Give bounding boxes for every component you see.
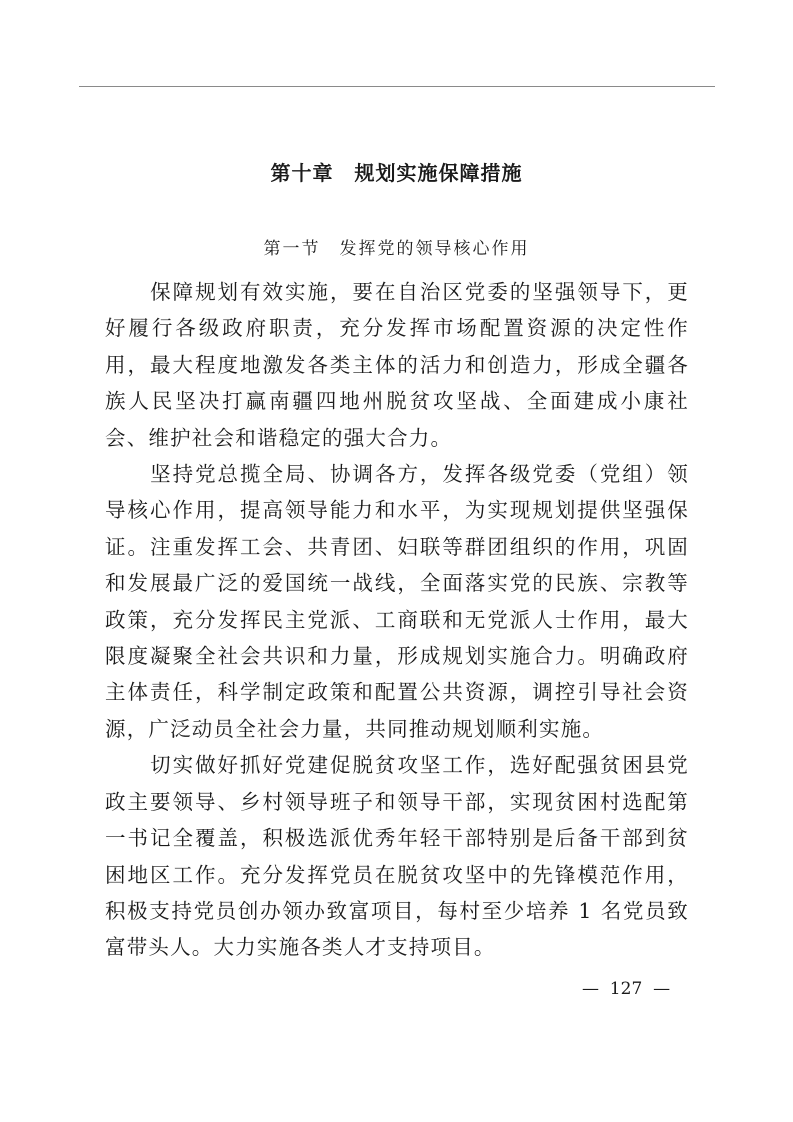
chapter-title: 第十章 规划实施保障措施 bbox=[270, 161, 523, 185]
paragraph: 切实做好抓好党建促脱贫攻坚工作，选好配强贫困县党政主要领导、乡村领导班子和领导干部，实现贫困村选配第一书记全覆盖，积极选派优秀年轻干部特别是后备干部到贫困地区工作。充分发挥党员在脱贫攻坚中的先锋模范作用，积极支持党员创办领办致富项目，每村至少培养 1 名党员致富带头人。大力实施各类人才支持项目。 bbox=[105, 753, 689, 960]
body-text bbox=[105, 274, 689, 966]
page-number: — 127 — bbox=[582, 979, 671, 999]
paragraph: 保障规划有效实施，要在自治区党委的坚强领导下，更好履行各级政府职责，充分发挥市场配置资源的决定性作用，最大程度地激发各类主体的活力和创造力，形成全疆各族人民坚决打赢南疆四地州脱贫攻坚战、全面建成小康社会、维护社会和谐稳定的强大合力。 bbox=[105, 280, 689, 450]
header-rule bbox=[79, 86, 715, 87]
section-title: 第一节 发挥党的领导核心作用 bbox=[263, 239, 530, 259]
paragraph: 坚持党总揽全局、协调各方，发挥各级党委（党组）领导核心作用，提高领导能力和水平，为实现规划提供坚强保证。注重发挥工会、共青团、妇联等群团组织的作用，巩固和发展最广泛的爱国统一战线，全面落实党的民族、宗教等政策，充分发挥民主党派、工商联和无党派人士作用，最大限度凝聚全社会共识和力量，形成规划实施合力。明确政府主体责任，科学制定政策和配置公共资源，调控引导社会资源，广泛动员全社会力量，共同推动规划顺利实施。 bbox=[105, 462, 689, 741]
